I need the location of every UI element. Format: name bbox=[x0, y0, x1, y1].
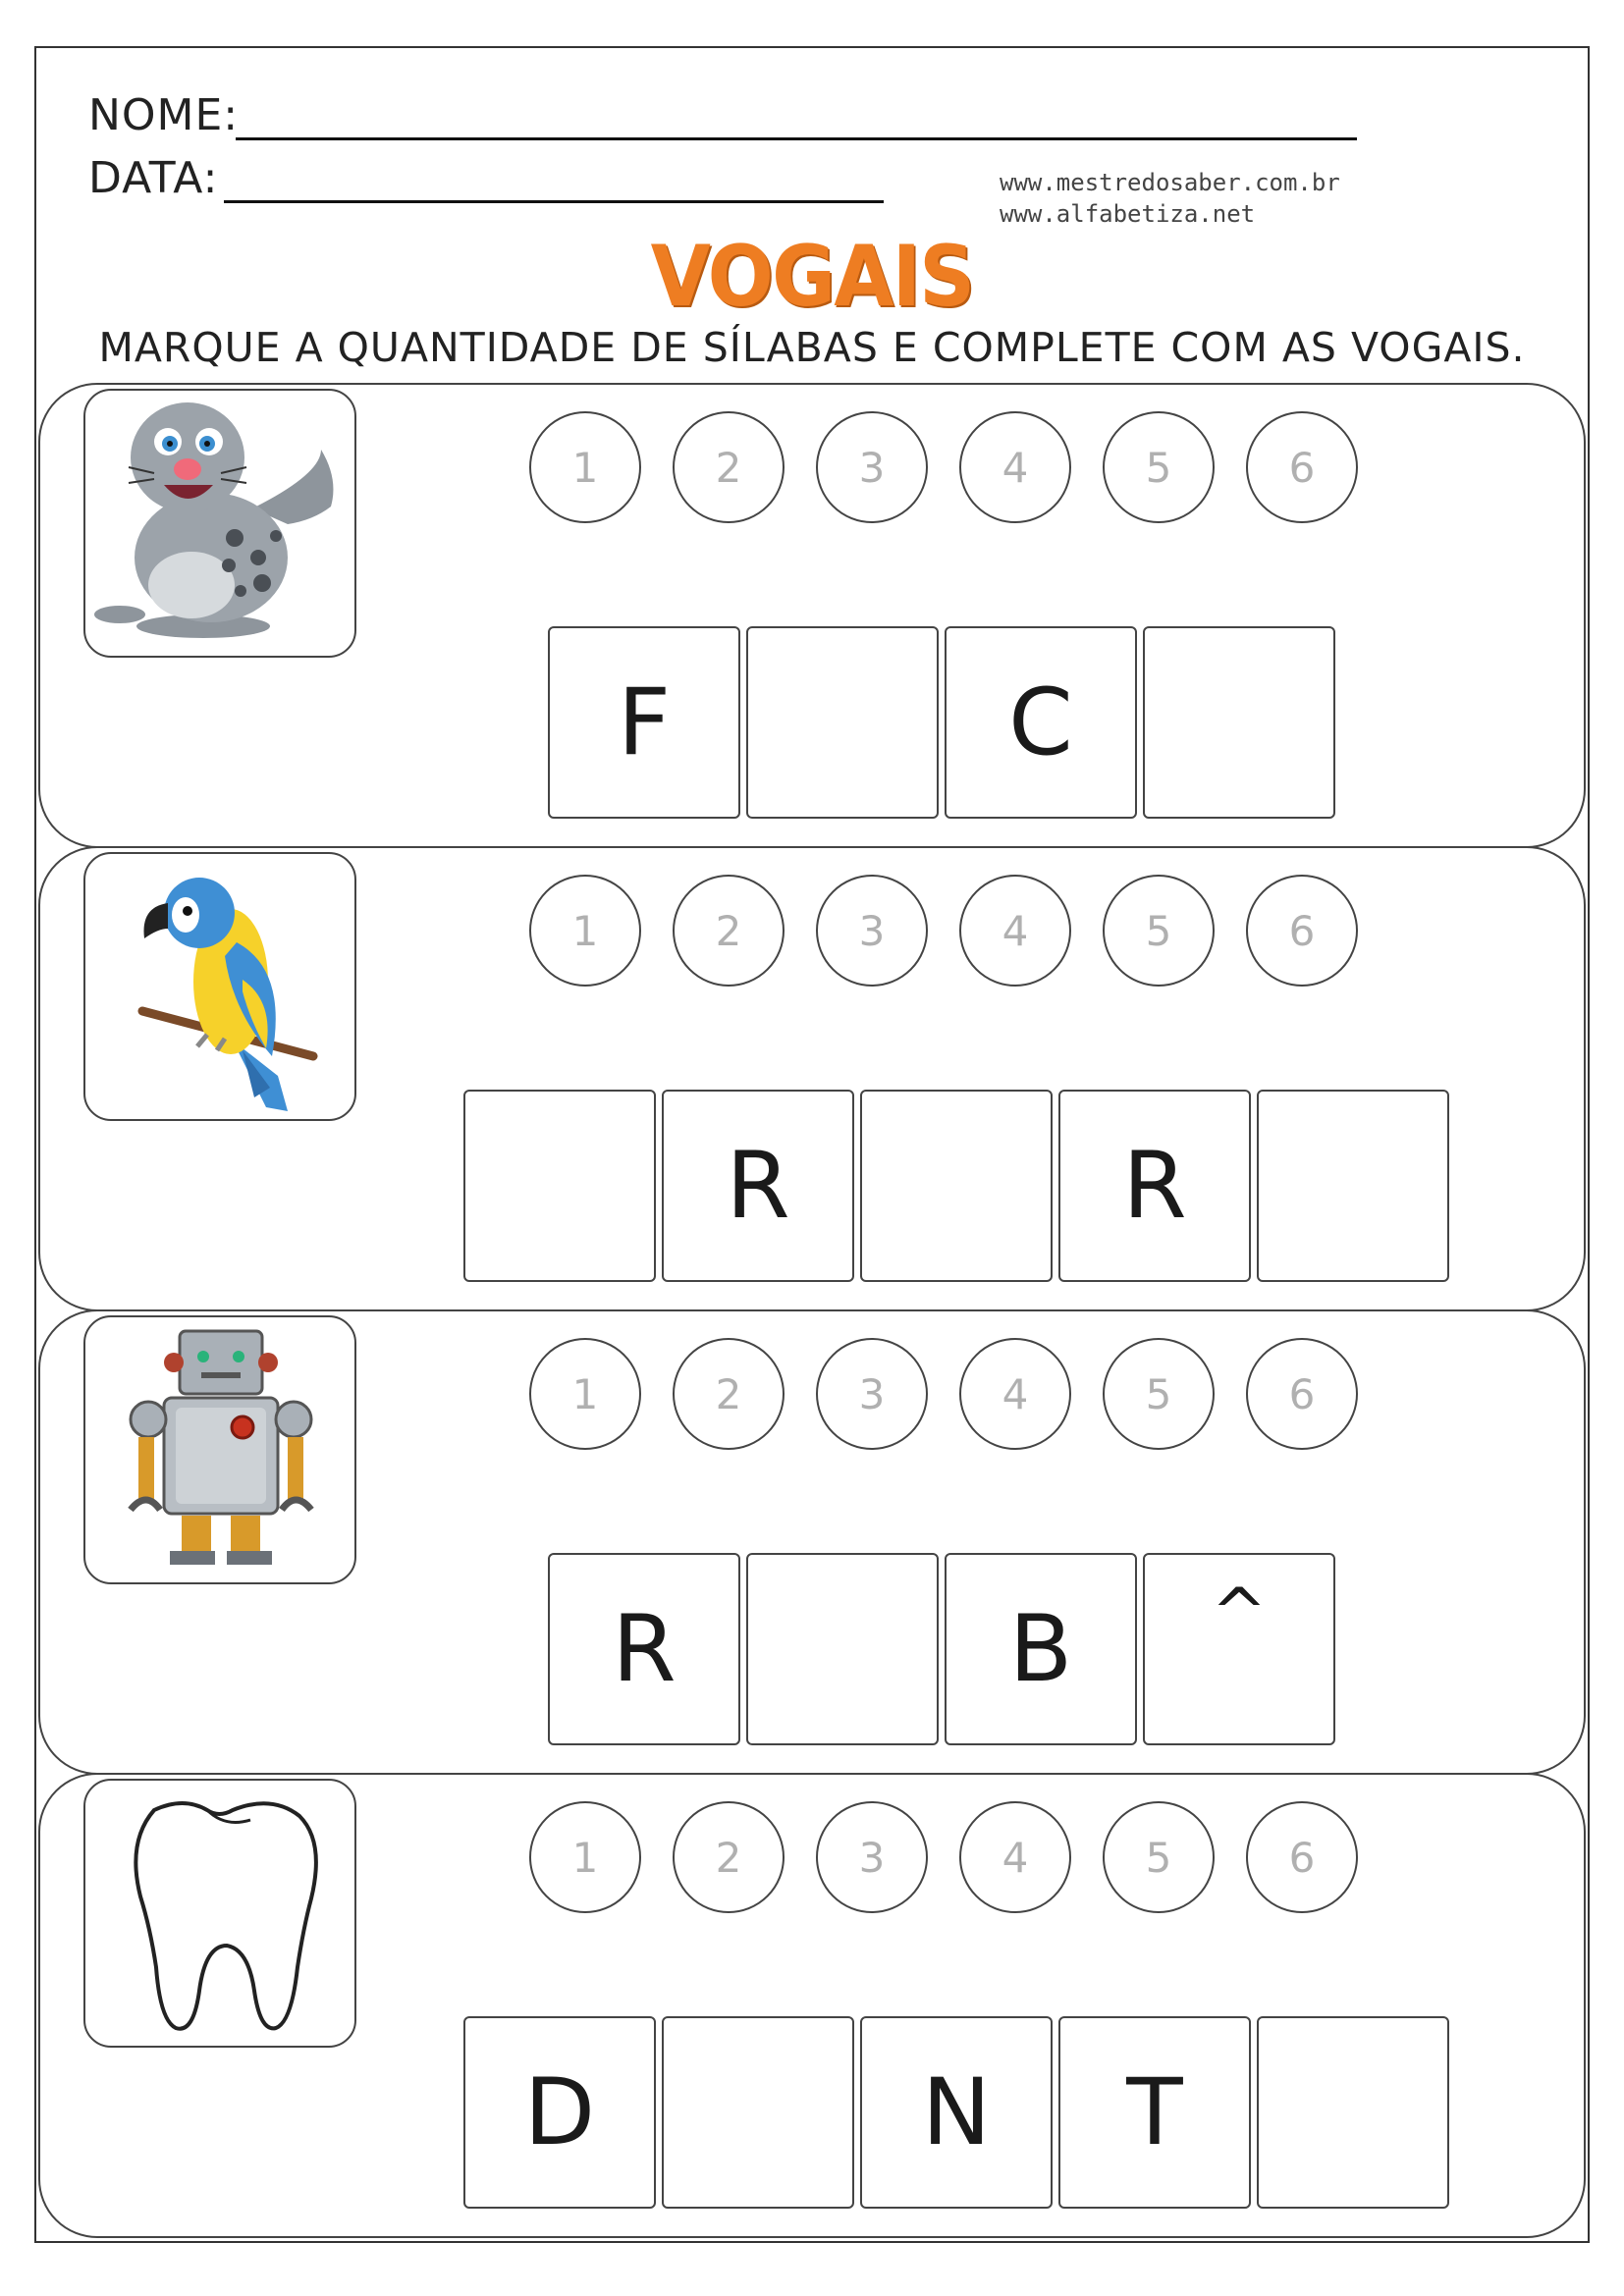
syllable-option[interactable]: 6 bbox=[1246, 875, 1358, 987]
letter-box[interactable] bbox=[662, 2016, 854, 2209]
syllable-option[interactable]: 2 bbox=[673, 875, 785, 987]
letter-box[interactable] bbox=[746, 626, 939, 819]
letter-box[interactable] bbox=[1143, 626, 1335, 819]
letter-box[interactable]: R bbox=[548, 1553, 740, 1745]
robot-illustration bbox=[85, 1317, 354, 1582]
letter-box[interactable]: C bbox=[945, 626, 1137, 819]
site-url-1: www.mestredosaber.com.br bbox=[1000, 169, 1340, 196]
letter-box[interactable] bbox=[463, 1090, 656, 1282]
name-label: NOME: bbox=[88, 90, 240, 140]
date-label: DATA: bbox=[88, 153, 219, 203]
syllable-option[interactable]: 5 bbox=[1103, 875, 1215, 987]
letter-box[interactable] bbox=[746, 1553, 939, 1745]
exercise-card bbox=[38, 846, 1586, 1311]
tooth-illustration bbox=[85, 1781, 354, 2046]
syllable-option[interactable]: 2 bbox=[673, 411, 785, 523]
letter-box[interactable] bbox=[1257, 2016, 1449, 2209]
syllable-option[interactable]: 4 bbox=[959, 875, 1071, 987]
syllable-option[interactable]: 4 bbox=[959, 411, 1071, 523]
exercise-card bbox=[38, 1773, 1586, 2238]
syllable-option[interactable]: 1 bbox=[529, 1338, 641, 1450]
picture-frame bbox=[83, 852, 356, 1121]
syllable-option[interactable]: 3 bbox=[816, 411, 928, 523]
page-title: VOGAIS bbox=[650, 228, 974, 326]
letter-box[interactable]: R bbox=[662, 1090, 854, 1282]
syllable-option[interactable]: 5 bbox=[1103, 411, 1215, 523]
picture-frame bbox=[83, 1779, 356, 2048]
seal-illustration bbox=[85, 391, 354, 656]
letter-box[interactable]: T bbox=[1058, 2016, 1251, 2209]
exercise-card bbox=[38, 1309, 1586, 1775]
syllable-option[interactable]: 6 bbox=[1246, 1801, 1358, 1913]
parrot-illustration bbox=[85, 854, 354, 1119]
letter-box[interactable]: R bbox=[1058, 1090, 1251, 1282]
letter-box[interactable]: D bbox=[463, 2016, 656, 2209]
letter-box[interactable]: F bbox=[548, 626, 740, 819]
letter-box[interactable]: B bbox=[945, 1553, 1137, 1745]
syllable-option[interactable]: 4 bbox=[959, 1338, 1071, 1450]
syllable-option[interactable]: 2 bbox=[673, 1338, 785, 1450]
syllable-option[interactable]: 3 bbox=[816, 875, 928, 987]
syllable-option[interactable]: 6 bbox=[1246, 411, 1358, 523]
syllable-option[interactable]: 4 bbox=[959, 1801, 1071, 1913]
site-url-2: www.alfabetiza.net bbox=[1000, 200, 1256, 228]
instruction-text: MARQUE A QUANTIDADE DE SÍLABAS E COMPLETE COM AS VOGAIS. bbox=[98, 324, 1526, 371]
letter-box[interactable]: ^ bbox=[1143, 1553, 1335, 1745]
syllable-option[interactable]: 1 bbox=[529, 1801, 641, 1913]
letter-box[interactable] bbox=[1257, 1090, 1449, 1282]
syllable-option[interactable]: 1 bbox=[529, 875, 641, 987]
picture-frame bbox=[83, 1315, 356, 1584]
exercise-card bbox=[38, 383, 1586, 848]
letter-box[interactable]: N bbox=[860, 2016, 1053, 2209]
syllable-option[interactable]: 5 bbox=[1103, 1338, 1215, 1450]
name-line[interactable] bbox=[236, 94, 1357, 140]
picture-frame bbox=[83, 389, 356, 658]
syllable-option[interactable]: 3 bbox=[816, 1338, 928, 1450]
syllable-option[interactable]: 3 bbox=[816, 1801, 928, 1913]
syllable-option[interactable]: 5 bbox=[1103, 1801, 1215, 1913]
date-line[interactable] bbox=[224, 157, 884, 203]
letter-box[interactable] bbox=[860, 1090, 1053, 1282]
syllable-option[interactable]: 1 bbox=[529, 411, 641, 523]
syllable-option[interactable]: 2 bbox=[673, 1801, 785, 1913]
syllable-option[interactable]: 6 bbox=[1246, 1338, 1358, 1450]
